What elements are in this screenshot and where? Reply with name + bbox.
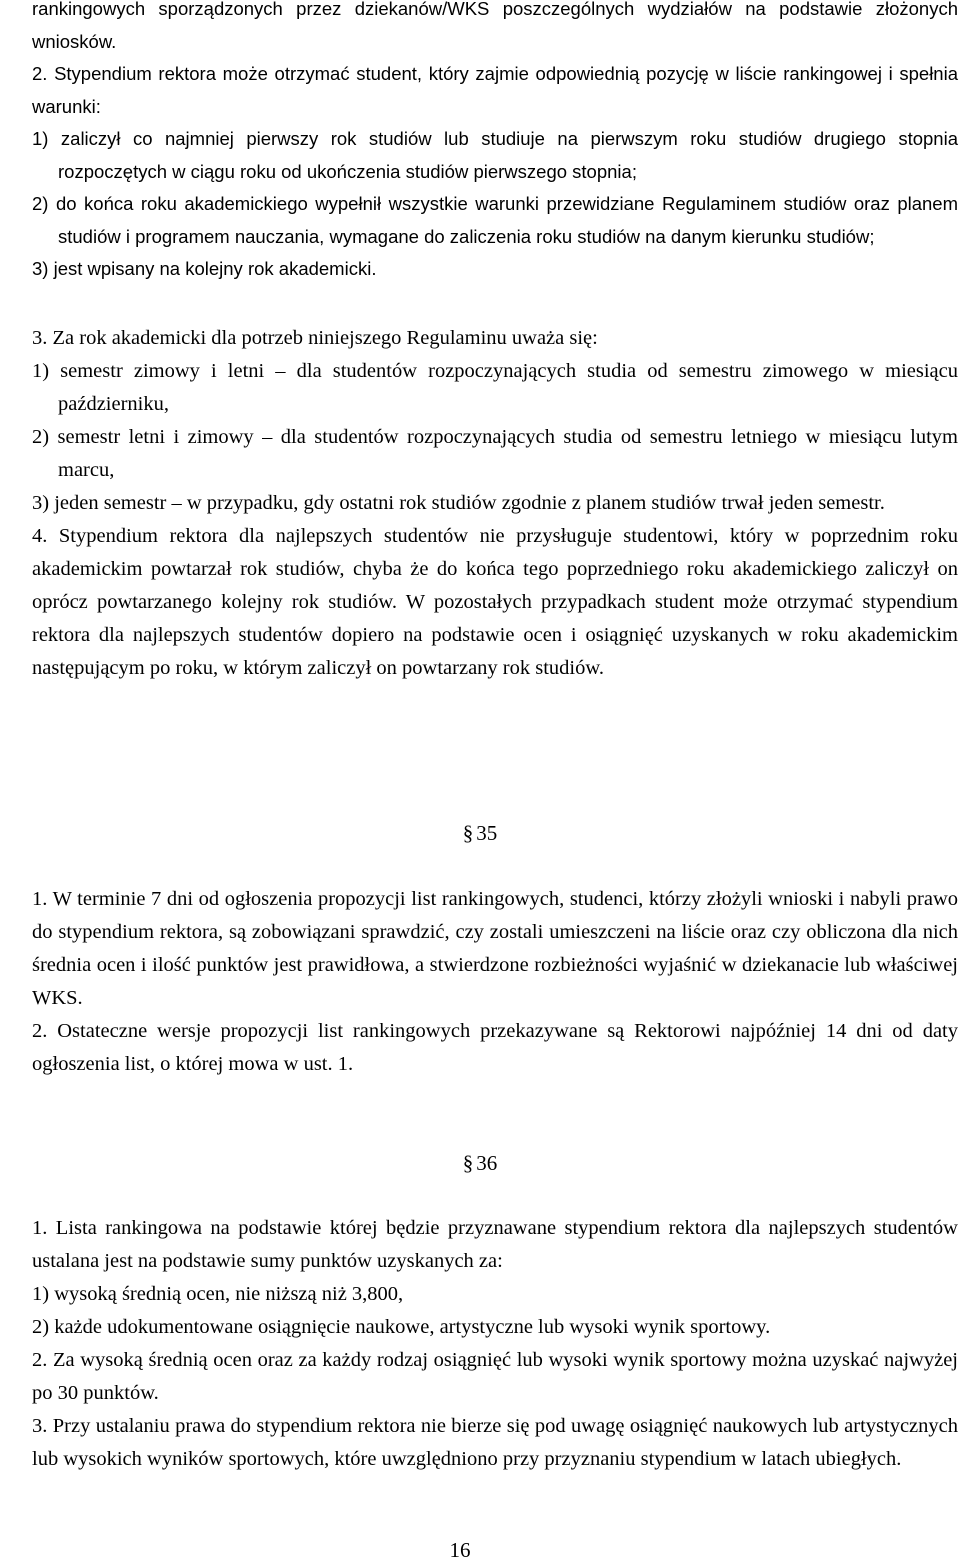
section-heading-36 xyxy=(0,1148,960,1178)
section-heading-35 xyxy=(0,818,960,848)
continued-section-lower xyxy=(32,322,958,685)
section-sign: § xyxy=(462,821,474,845)
paragraph-3: 3. Przy ustalaniu prawa do stypendium rektora nie bierze się pod uwagę osiągnięć naukowych lub artystycznych lub wysokich wyników sportowych, które uwzględniono przy przyznaniu stypendium w latach ubiegłych. xyxy=(32,1415,958,1470)
section-35-body xyxy=(32,883,958,1081)
list-item: 1) semestr zimowy i letni – dla studentów rozpoczynających studia od semestru zimowego w miesiącu październiku, xyxy=(32,360,958,415)
paragraph-2: 2. Ostateczne wersje propozycji list rankingowych przekazywane są Rektorowi najpóźniej 14 dni od daty ogłoszenia list, o której mowa w ust. 1. xyxy=(32,1020,958,1075)
section-sign: § xyxy=(462,1151,474,1175)
section-36-body xyxy=(32,1212,958,1476)
paragraph-1: 1. W terminie 7 dni od ogłoszenia propozycji list rankingowych, studenci, którzy złożyli wnioski i nabyli prawo do stypendium rektora, są zobowiązani sprawdzić, czy zostali umieszczeni na liście oraz czy obliczona dla nich średnia ocen i ilość punktów jest prawidłowa, a stwierdzone rozbieżności wyjaśnić w dziekanacie lub właściwej WKS. xyxy=(32,888,958,1009)
page-number: 16 xyxy=(449,1538,471,1562)
section-number: 36 xyxy=(476,1151,498,1175)
list-item: 3) jest wpisany na kolejny rok akademicki. xyxy=(32,258,377,279)
paragraph-2: 2. Za wysoką średnią ocen oraz za każdy rodzaj osiągnięć lub wysoki wynik sportowy można uzyskać najwyżej po 30 punktów. xyxy=(32,1349,958,1404)
list-item: 1) zaliczył co najmniej pierwszy rok studiów lub studiuje na pierwszym roku studiów drugiego stopnia rozpoczętych w ciągu roku od ukończenia studiów pierwszego stopnia; xyxy=(32,128,958,182)
list-item: 2) semestr letni i zimowy – dla studentów rozpoczynających studia od semestru letniego w miesiącu lutym marcu, xyxy=(32,426,958,481)
paragraph-1: 1. Lista rankingowa na podstawie której będzie przyznawane stypendium rektora dla najlepszych studentów ustalana jest na podstawie sumy punktów uzyskanych za: xyxy=(32,1217,958,1272)
list-item: 2) do końca roku akademickiego wypełnił wszystkie warunki przewidziane Regulaminem studiów oraz planem studiów i programem nauczania, wymagane do zaliczenia roku studiów na danym kierunku studiów; xyxy=(32,193,958,247)
paragraph-continuation: rankingowych sporządzonych przez dziekanów/WKS poszczególnych wydziałów na podstawie złożonych wniosków. xyxy=(32,0,958,52)
list-item: 3) jeden semestr – w przypadku, gdy ostatni rok studiów zgodnie z planem studiów trwał jeden semestr. xyxy=(32,492,885,514)
list-item: 1) wysoką średnią ocen, nie niższą niż 3,800, xyxy=(32,1283,404,1305)
paragraph-2: 2. Stypendium rektora może otrzymać student, który zajmie odpowiednią pozycję w liście rankingowej i spełnia warunki: xyxy=(32,63,958,117)
section-number: 35 xyxy=(476,821,498,845)
list-item: 2) każde udokumentowane osiągnięcie naukowe, artystyczne lub wysoki wynik sportowy. xyxy=(32,1316,771,1338)
continued-section-upper xyxy=(32,0,958,286)
paragraph-4: 4. Stypendium rektora dla najlepszych studentów nie przysługuje studentowi, który w poprzednim roku akademickim powtarzał rok studiów, chyba że do końca tego poprzedniego roku akademickiego zaliczył on oprócz powtarzanego kolejny rok studiów. W pozostałych przypadkach student może otrzymać stypendium rektora dla najlepszych studentów dopiero na podstawie ocen i osiągnięć uzyskanych w roku akademickim następującym po roku, w którym zaliczył on powtarzany rok studiów. xyxy=(32,525,958,679)
paragraph-3: 3. Za rok akademicki dla potrzeb niniejszego Regulaminu uważa się: xyxy=(32,327,598,349)
